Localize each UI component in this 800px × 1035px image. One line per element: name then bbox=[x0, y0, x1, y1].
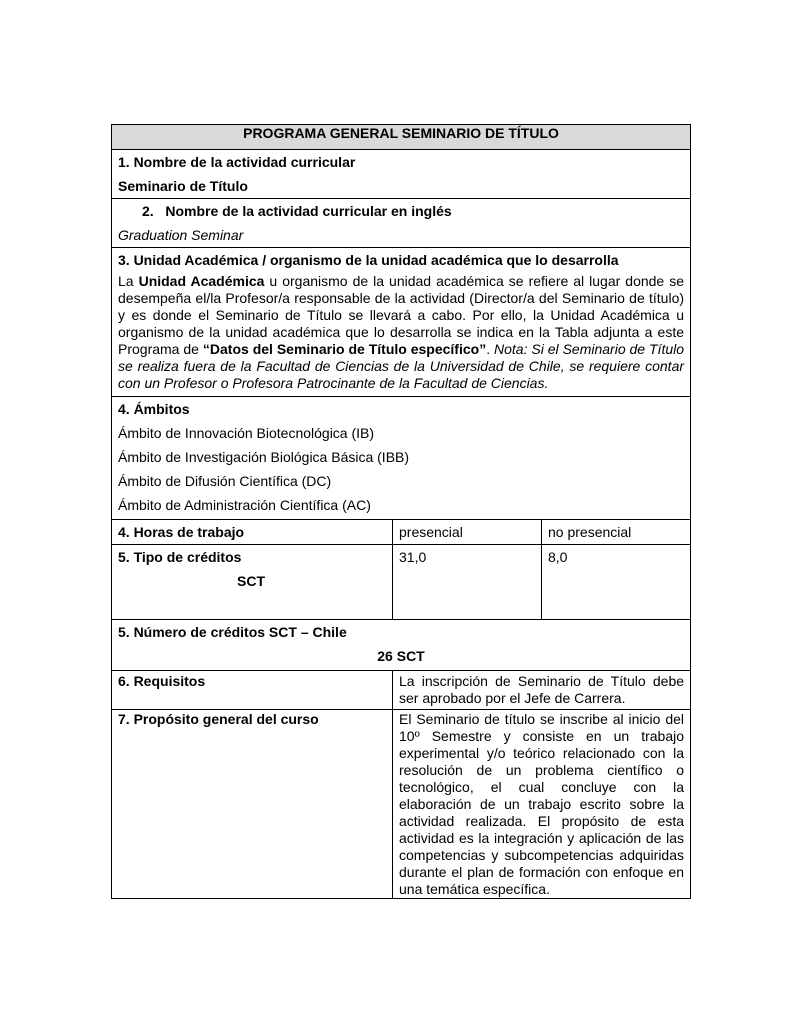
credits-type-label: 5. Tipo de créditos bbox=[118, 549, 242, 565]
purpose-label: 7. Propósito general del curso bbox=[118, 711, 319, 727]
scope-item: Ámbito de Innovación Biotecnológica (IB) bbox=[118, 425, 375, 441]
requirements-value: La inscripción de Seminario de Título debe ser aprobado por el Jefe de Carrera. bbox=[399, 673, 685, 706]
scope-item: Ámbito de Investigación Biológica Básica (IBB) bbox=[118, 449, 410, 465]
english-name-value: Graduation Seminar bbox=[118, 227, 244, 243]
academic-unit-heading: 3. Unidad Académica / organismo de la unidad académica que lo desarrolla bbox=[118, 252, 619, 268]
activity-name-value: Seminario de Título bbox=[118, 178, 248, 194]
table-title: PROGRAMA GENERAL SEMINARIO DE TÍTULO bbox=[112, 125, 691, 150]
hours-in-person: presencial bbox=[399, 524, 463, 540]
paragraph-text: . bbox=[486, 341, 495, 357]
paragraph-text: u organismo de la unidad académica se refiere al lugar donde se desempeña el/la Profesor/a responsable de la actividad (Director/a del Seminario de título) y es donde el Seminario de Título se llevará a cabo. Por ello, la Unidad Académica u organismo de la unidad académica que lo desarrolla se indica en la Tabla adjunta a este Programa de bbox=[118, 273, 685, 357]
title-row bbox=[112, 125, 691, 150]
scope-item: Ámbito de Difusión Científica (DC) bbox=[118, 473, 332, 489]
english-name-heading: 2. Nombre de la actividad curricular en inglés bbox=[142, 203, 452, 219]
credits-number-value: 26 SCT bbox=[377, 648, 425, 664]
purpose-value: El Seminario de título se inscribe al inicio del 10º Semestre y consiste en un trabajo experimental y/o teórico relacionado con la resolución de un problema científico o tecnológico, el cual concluye con la elaboración de un trabajo escrito sobre la actividad realizada. El propósito de esta actividad es la integración y aplicación de las competencias y subcompetencias adquiridas durante el plan de formación con enfoque en una temática específica. bbox=[399, 711, 685, 897]
scopes-row bbox=[112, 397, 691, 520]
requirements-row bbox=[112, 671, 691, 710]
credits-type-sub: SCT bbox=[237, 573, 265, 589]
paragraph-note: Nota: Si el Seminario de Título se realiza fuera de la Facultad de Ciencias de la Universidad de Chile, se requiere contar con un Profesor o Profesora Patrocinante de la Facultad de Ciencias. bbox=[118, 341, 685, 391]
paragraph-bold-term: Unidad Académica bbox=[138, 273, 265, 289]
hours-row bbox=[112, 520, 691, 545]
hours-label: 4. Horas de trabajo bbox=[118, 524, 245, 540]
scopes-heading: 4. Ámbitos bbox=[118, 401, 190, 417]
activity-name-row bbox=[112, 150, 691, 199]
activity-name-heading: 1. Nombre de la actividad curricular bbox=[118, 154, 356, 170]
credits-in-person: 31,0 bbox=[399, 549, 427, 565]
scope-item: Ámbito de Administración Científica (AC) bbox=[118, 497, 371, 513]
purpose-row bbox=[112, 710, 691, 899]
credits-type-row bbox=[112, 545, 691, 620]
requirements-label: 6. Requisitos bbox=[118, 673, 206, 689]
paragraph-bold-reference: “Datos del Seminario de Título específico” bbox=[202, 341, 487, 357]
academic-unit-row bbox=[112, 248, 691, 397]
english-name-row bbox=[112, 199, 691, 248]
paragraph-text: La bbox=[118, 273, 139, 289]
credits-number-row bbox=[112, 620, 691, 671]
credits-number-label: 5. Número de créditos SCT – Chile bbox=[118, 624, 347, 640]
credits-remote: 8,0 bbox=[548, 549, 568, 565]
academic-unit-paragraph bbox=[118, 273, 684, 392]
hours-remote: no presencial bbox=[548, 524, 632, 540]
program-table bbox=[111, 124, 691, 899]
